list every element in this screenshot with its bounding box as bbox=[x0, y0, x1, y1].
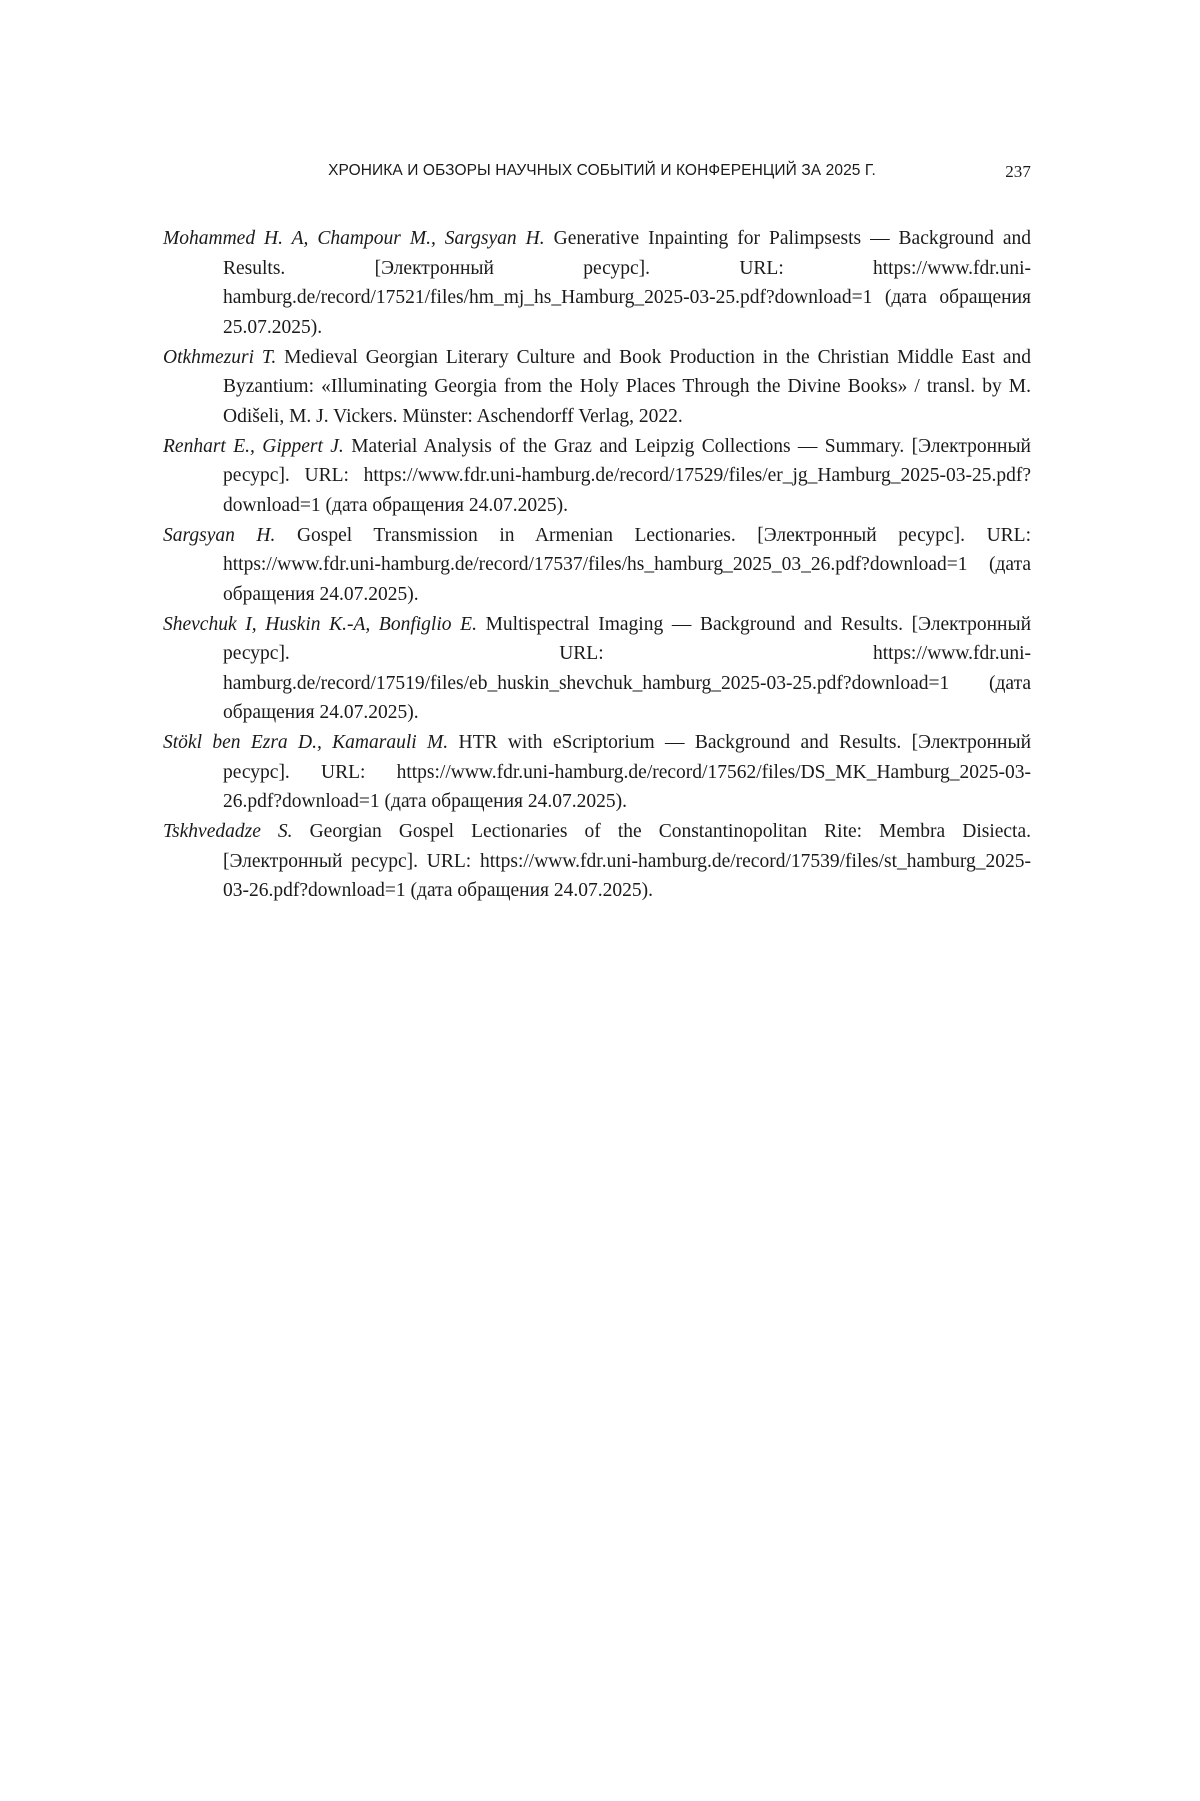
reference-entry bbox=[163, 521, 1031, 610]
running-title: ХРОНИКА И ОБЗОРЫ НАУЧНЫХ СОБЫТИЙ И КОНФЕРЕНЦИЙ ЗА 2025 Г. bbox=[328, 162, 876, 179]
reference-entry bbox=[163, 343, 1031, 432]
reference-authors: Tskhvedadze S. bbox=[163, 821, 293, 842]
reference-entry bbox=[163, 224, 1031, 342]
reference-authors: Otkhmezuri T. bbox=[163, 346, 277, 368]
reference-entry bbox=[163, 728, 1031, 817]
reference-authors: Renhart E., Gippert J. bbox=[163, 435, 344, 457]
reference-authors: Mohammed H. A, Champour M., Sargsyan H. bbox=[163, 228, 545, 249]
reference-entry bbox=[163, 432, 1031, 521]
reference-text: Medieval Georgian Literary Culture and Book Production in the Christian Middle East and Byzantium: «Illuminating Georgia from the Holy Places Through the Divine Books» / transl. by M. Odišeli, M. J. Vickers. Münster: Aschendorff Verlag, 2022. bbox=[223, 346, 1031, 427]
running-header bbox=[163, 160, 1031, 188]
reference-text: Multispectral Imaging — Background and Results. [Электронный ресурс]. URL: https://www.fdr.uni-hamburg.de/record/17519/files/eb_huskin_shevchuk_hamburg_2025-03-25.pdf?download=1 (дата обращения 24.07.2025). bbox=[223, 613, 1032, 723]
reference-text: Gospel Transmission in Armenian Lectionaries. [Электронный ресурс]. URL: https://www.fdr.uni-hamburg.de/record/17537/files/hs_hamburg_2025_03_26.pdf?download=1 (дата обращения 24.07.2025). bbox=[223, 524, 1032, 605]
reference-authors: Stökl ben Ezra D., Kamarauli M. bbox=[163, 732, 449, 753]
reference-entry bbox=[163, 610, 1031, 728]
reference-text: Generative Inpainting for Palimpsests — Background and Results. [Электронный ресурс]. URL: https://www.fdr.uni-hamburg.de/record/17521/files/hm_mj_hs_Hamburg_2025-03-25.pdf?download=1 (дата обращения 25.07.2025). bbox=[223, 228, 1032, 338]
reference-authors: Sargsyan H. bbox=[163, 524, 276, 546]
reference-text: Material Analysis of the Graz and Leipzig Collections — Summary. [Электронный ресурс]. URL: https://www.fdr.uni-hamburg.de/record/17529/files/er_jg_Hamburg_2025-03-25.pdf?download=1 (дата обращения 24.07.2025). bbox=[223, 435, 1031, 516]
reference-entry bbox=[163, 817, 1031, 906]
reference-text: HTR with eScriptorium — Background and Results. [Электронный ресурс]. URL: https://www.fdr.uni-hamburg.de/record/17562/files/DS_MK_Hamburg_2025-03-26.pdf?download=1 (дата обращения 24.07.2025). bbox=[223, 732, 1031, 812]
page-number: 237 bbox=[1005, 162, 1031, 181]
reference-authors: Shevchuk I, Huskin K.-A, Bonfiglio E. bbox=[163, 613, 477, 635]
reference-text: Georgian Gospel Lectionaries of the Constantinopolitan Rite: Membra Disiecta. [Электронный ресурс]. URL: https://www.fdr.uni-hamburg.de/record/17539/files/st_hamburg_2025-03-26.pdf?download=1 (дата обращения 24.07.2025). bbox=[223, 821, 1032, 901]
reference-list bbox=[163, 224, 1031, 906]
